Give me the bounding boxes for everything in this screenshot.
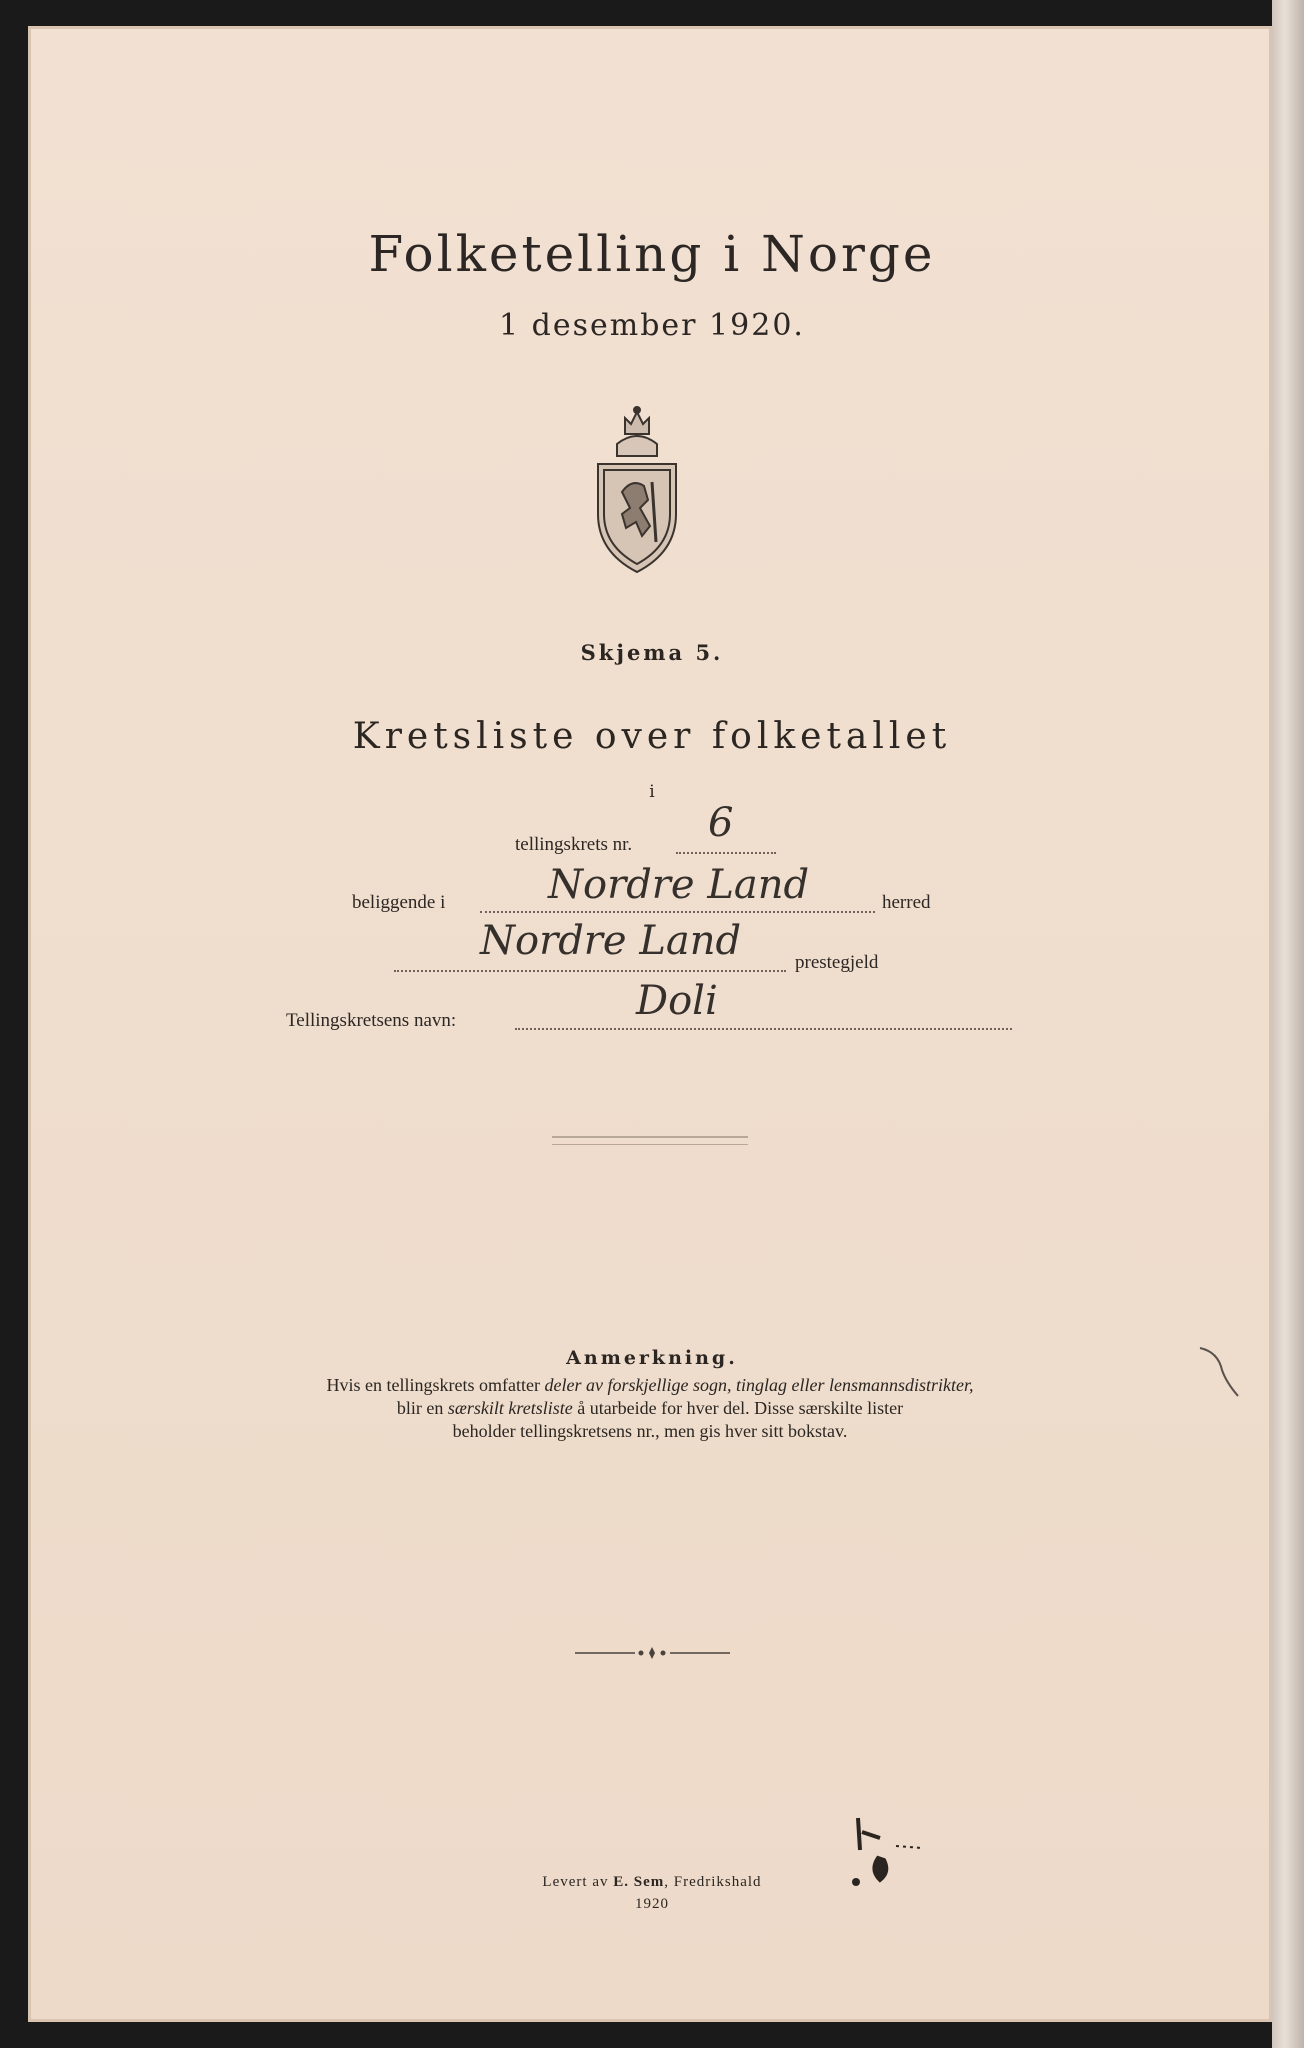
note-text (200, 1374, 1100, 1443)
ornament-divider (575, 1646, 730, 1660)
note-line-2b: særskilt kretsliste (447, 1398, 573, 1418)
document-date: 1 desember 1920. (499, 308, 805, 343)
schema-number: Skjema 5. (580, 640, 724, 665)
tellingskrets-number-field[interactable]: 6 (708, 800, 734, 846)
separator-rule (552, 1136, 748, 1145)
navn-label: Tellingskretsens navn: (286, 1010, 457, 1031)
note-line-2c: å utarbeide for hver del. Disse særskilte lister (572, 1398, 904, 1418)
imprint-year: 1920 (635, 1896, 669, 1912)
prestegjeld-field[interactable]: Nordre Land (480, 918, 742, 964)
imprint-a: Levert av (542, 1874, 614, 1890)
herred-field[interactable]: Nordre Land (548, 862, 810, 908)
note-line-2 (200, 1397, 1100, 1420)
imprint-printer: E. Sem (613, 1874, 665, 1890)
document-title: Folketelling i Norge (368, 225, 936, 283)
herred-label: herred (882, 892, 931, 913)
prestegjeld-label: prestegjeld (795, 952, 879, 973)
printer-imprint (0, 1874, 1304, 1891)
paper-mark (1196, 1342, 1246, 1402)
tellingskrets-label: tellingskrets nr. (515, 834, 633, 855)
tellingskrets-line (676, 852, 776, 854)
note-line-1b: deler av forskjellige sogn, tinglag eller lensmannsdistrikter, (544, 1375, 974, 1395)
note-line-1a: Hvis en tellingskrets omfatter (326, 1375, 545, 1395)
imprint-c: , Fredrikshald (664, 1874, 762, 1890)
note-line-2a: blir en (396, 1398, 448, 1418)
navn-line (515, 1028, 1012, 1030)
connector-word: i (649, 782, 655, 802)
krets-name-field[interactable]: Doli (636, 978, 718, 1024)
note-line-3: beholder tellingskretsens nr., men gis hver sitt bokstav. (452, 1421, 848, 1441)
form-heading: Kretsliste over folketallet (352, 716, 952, 757)
ink-smudge (850, 1810, 940, 1900)
beliggende-label: beliggende i (352, 892, 446, 913)
prestegjeld-line (394, 970, 786, 972)
note-title: Anmerkning. (566, 1347, 738, 1369)
note-line-1 (200, 1374, 1100, 1397)
beliggende-line (480, 911, 875, 913)
norwegian-coat-of-arms-icon (592, 404, 682, 574)
